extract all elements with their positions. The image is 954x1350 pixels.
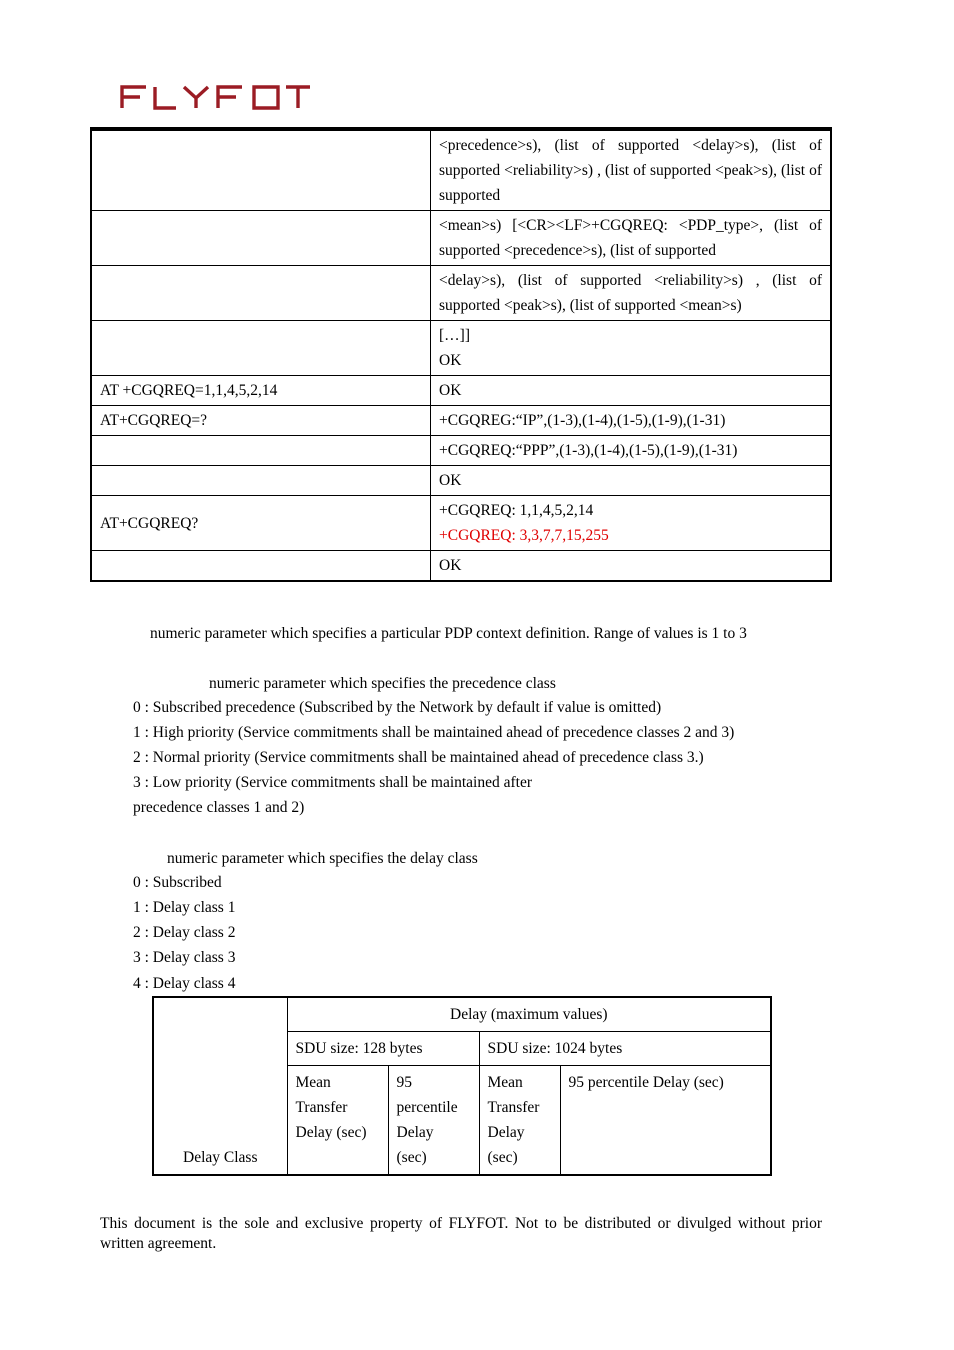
table-row	[153, 997, 771, 1032]
precedence-description: numeric parameter which specifies the precedence class	[209, 675, 556, 692]
list-item: 1 : High priority (Service commitments shall be maintained ahead of precedence classes 2 and 3)	[133, 724, 735, 741]
delay-class-table	[152, 996, 772, 1176]
table-cell	[431, 466, 832, 496]
delay-class-label: Delay Class	[153, 997, 287, 1175]
table-cell	[560, 1066, 771, 1176]
table-cell	[431, 211, 832, 266]
table-row	[91, 266, 831, 321]
table-row	[91, 496, 831, 551]
table-row	[91, 376, 831, 406]
cell-line: 95 percentile Delay (sec)	[568, 1074, 724, 1091]
response-text: +CGQREG:“IP”,(1-3),(1-4),(1-5),(1-9),(1-31)	[439, 412, 726, 429]
table-row	[91, 551, 831, 582]
table-row	[91, 130, 831, 211]
list-item: 4 : Delay class 4	[133, 975, 236, 992]
command-table	[90, 129, 832, 582]
table-row	[91, 211, 831, 266]
response-text: OK	[439, 557, 462, 574]
cell-line: (sec)	[487, 1149, 518, 1166]
cell-line: (sec)	[396, 1149, 427, 1166]
table-cell	[431, 376, 832, 406]
table-cell	[431, 321, 832, 376]
table-cell	[287, 1066, 388, 1176]
command-cell: AT +CGQREQ=1,1,4,5,2,14	[91, 376, 431, 406]
table-cell	[431, 551, 832, 582]
command-cell: AT+CGQREQ?	[91, 496, 431, 551]
response-text: <mean>s) [<CR><LF>+CGQREQ: <PDP_type>, (list of supported <precedence>s), (list of supported	[439, 217, 822, 259]
table-cell	[91, 551, 431, 582]
cell-line: Delay (sec)	[295, 1124, 367, 1141]
cell-line: Transfer	[295, 1099, 348, 1116]
response-text: <precedence>s), (list of supported <delay>s), (list of supported <reliability>s) , (list of supported <peak>s), (list of supported	[439, 137, 822, 204]
cell-line: percentile	[396, 1099, 458, 1116]
sdu-1024-header: SDU size: 1024 bytes	[479, 1032, 771, 1066]
cell-line: Mean	[295, 1074, 331, 1091]
table-cell	[91, 321, 431, 376]
table-row	[91, 436, 831, 466]
list-item: 2 : Delay class 2	[133, 924, 236, 941]
table-cell	[91, 266, 431, 321]
table-cell	[431, 496, 832, 551]
footer-disclaimer: This document is the sole and exclusive property of FLYFOT. Not to be distributed or divulged without prior written agreement.	[100, 1215, 822, 1252]
table-cell	[91, 436, 431, 466]
cell-line: 95	[396, 1074, 412, 1091]
response-text: <delay>s), (list of supported <reliability>s) , (list of supported <peak>s), (list of supported <mean>s)	[439, 272, 822, 314]
table-row	[91, 406, 831, 436]
list-item: precedence classes 1 and 2)	[133, 799, 305, 816]
table-cell	[388, 1066, 479, 1176]
response-text: […]]	[439, 327, 470, 344]
flyfot-logo-graphic	[120, 84, 312, 112]
cid-description: numeric parameter which specifies a particular PDP context definition. Range of values is 1 to 3	[150, 625, 747, 642]
list-item: 3 : Delay class 3	[133, 949, 236, 966]
table-row	[91, 466, 831, 496]
delay-description: numeric parameter which specifies the delay class	[167, 850, 478, 867]
delay-table-header: Delay (maximum values)	[287, 997, 771, 1032]
list-item: 1 : Delay class 1	[133, 899, 236, 916]
table-cell	[431, 266, 832, 321]
response-text: OK	[439, 352, 462, 369]
cell-line: Delay	[396, 1124, 434, 1141]
table-cell	[479, 1066, 560, 1176]
response-text: OK	[439, 382, 462, 399]
table-cell	[91, 466, 431, 496]
command-cell: AT+CGQREQ=?	[91, 406, 431, 436]
response-text: +CGQREQ: 1,1,4,5,2,14	[439, 502, 594, 519]
cell-line: Mean	[487, 1074, 523, 1091]
table-cell	[431, 130, 832, 211]
list-item: 0 : Subscribed	[133, 874, 222, 891]
sdu-128-header: SDU size: 128 bytes	[287, 1032, 479, 1066]
list-item: 0 : Subscribed precedence (Subscribed by the Network by default if value is omitted)	[133, 699, 662, 716]
table-cell	[431, 436, 832, 466]
response-text: OK	[439, 472, 462, 489]
list-item: 3 : Low priority (Service commitments shall be maintained after	[133, 774, 533, 791]
table-cell	[431, 406, 832, 436]
response-text: +CGQREQ:“PPP”,(1-3),(1-4),(1-5),(1-9),(1-31)	[439, 442, 738, 459]
flyfot-logo	[120, 84, 312, 117]
list-item: 2 : Normal priority (Service commitments shall be maintained ahead of precedence class 3.)	[133, 749, 704, 766]
cell-line: Delay	[487, 1124, 525, 1141]
cell-line: Transfer	[487, 1099, 540, 1116]
table-cell	[91, 211, 431, 266]
table-row	[91, 321, 831, 376]
table-cell	[91, 130, 431, 211]
highlighted-response-text: +CGQREQ: 3,3,7,7,15,255	[439, 527, 609, 544]
